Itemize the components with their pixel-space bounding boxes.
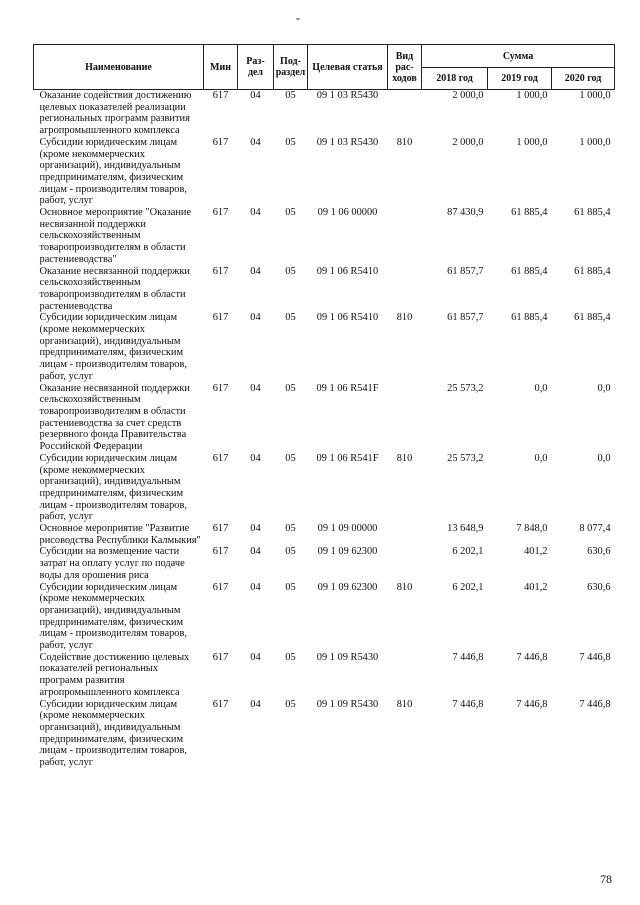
header-razdel: Раз-дел — [238, 45, 274, 90]
row-sum-2018: 13 648,9 — [447, 523, 484, 535]
row-podrazdel: 05 — [285, 136, 296, 148]
row-min: 617 — [212, 382, 229, 394]
header-year-2020: 2020 год — [552, 68, 615, 90]
row-name: Оказание содействия достижению целевых показателей реализации региональных программ развития агропромышленного комплекса — [39, 90, 192, 137]
row-name: Содействие достижению целевых показателей региональных программ развития агропромышленного комплекса — [39, 651, 190, 698]
row-sum-2018: 61 857,7 — [447, 265, 484, 277]
row-celevaya-statya: 09 1 09 00000 — [317, 523, 378, 535]
row-min: 617 — [212, 523, 229, 535]
row-razdel: 04 — [250, 698, 261, 710]
row-celevaya-statya: 09 1 06 R5410 — [316, 312, 379, 324]
row-min: 617 — [212, 136, 229, 148]
table-row — [34, 699, 615, 769]
row-sum-2018: 7 446,8 — [452, 698, 484, 710]
row-vid-rashodov — [388, 266, 422, 313]
table-row — [34, 582, 615, 652]
header-year-2019: 2019 год — [488, 68, 552, 90]
table-row — [34, 546, 615, 581]
row-sum-2018: 61 857,7 — [447, 312, 484, 324]
row-sum-2020: 630,6 — [587, 581, 611, 593]
row-sum-2020: 7 446,8 — [579, 651, 611, 663]
row-name: Оказание несвязанной поддержки сельскохозяйственным товаропроизводителям в области растениеводства за счет средств резервного фонда Правительства Российской Федерации — [39, 382, 190, 453]
row-celevaya-statya: 09 1 09 R5430 — [316, 698, 379, 710]
row-sum-2019: 61 885,4 — [511, 312, 548, 324]
header-celevaya-statya: Целевая статья — [308, 45, 388, 90]
table-row — [34, 453, 615, 523]
row-sum-2018: 6 202,1 — [452, 546, 484, 558]
row-vid-rashodov: 810 — [396, 452, 413, 464]
top-mark: - — [296, 11, 300, 25]
row-name: Основное мероприятие "Развитие рисоводства Республики Калмыкия" — [39, 523, 201, 546]
row-celevaya-statya: 09 1 06 00000 — [317, 207, 378, 219]
row-min: 617 — [212, 312, 229, 324]
row-sum-2020: 7 446,8 — [579, 698, 611, 710]
row-celevaya-statya: 09 1 06 R541F — [316, 382, 379, 394]
header-podrazdel: Под-раздел — [274, 45, 308, 90]
row-vid-rashodov: 810 — [396, 581, 413, 593]
row-sum-2019: 61 885,4 — [511, 265, 548, 277]
table-row — [34, 266, 615, 313]
header-name: Наименование — [34, 45, 204, 90]
row-podrazdel: 05 — [285, 651, 296, 663]
row-sum-2018: 6 202,1 — [452, 581, 484, 593]
row-razdel: 04 — [250, 581, 261, 593]
row-sum-2019: 0,0 — [534, 452, 548, 464]
row-podrazdel: 05 — [285, 523, 296, 535]
row-podrazdel: 05 — [285, 207, 296, 219]
row-podrazdel: 05 — [285, 452, 296, 464]
row-sum-2019: 7 848,0 — [516, 523, 548, 535]
row-vid-rashodov — [388, 207, 422, 266]
row-razdel: 04 — [250, 382, 261, 394]
budget-table — [33, 44, 615, 769]
table-row — [34, 137, 615, 207]
row-sum-2019: 401,2 — [524, 581, 548, 593]
row-vid-rashodov — [388, 523, 422, 546]
row-sum-2019: 61 885,4 — [511, 207, 548, 219]
row-name: Субсидии юридическим лицам (кроме некоммерческих организаций), индивидуальным предпринимателям, физическим лицам - производителям товаров, работ, услуг — [39, 698, 188, 769]
row-min: 617 — [212, 581, 229, 593]
row-celevaya-statya: 09 1 06 R541F — [316, 452, 379, 464]
row-name: Основное мероприятие "Оказание несвязанной поддержки сельскохозяйственным товаропроизводителям в области растениеводства" — [39, 207, 192, 265]
row-razdel: 04 — [250, 90, 261, 101]
row-razdel: 04 — [250, 651, 261, 663]
row-sum-2020: 1 000,0 — [579, 136, 611, 148]
row-podrazdel: 05 — [285, 546, 296, 558]
page-number: 78 — [600, 872, 612, 886]
header-vid-rashodov: Вид рас-ходов — [388, 45, 422, 90]
row-min: 617 — [212, 265, 229, 277]
row-vid-rashodov — [388, 652, 422, 699]
row-sum-2020: 61 885,4 — [574, 265, 611, 277]
row-razdel: 04 — [250, 452, 261, 464]
header-min: Мин — [204, 45, 238, 90]
row-sum-2019: 7 446,8 — [516, 698, 548, 710]
row-vid-rashodov: 810 — [396, 312, 413, 324]
row-celevaya-statya: 09 1 09 62300 — [317, 546, 378, 558]
row-sum-2018: 7 446,8 — [452, 651, 484, 663]
table-row — [34, 652, 615, 699]
row-podrazdel: 05 — [285, 382, 296, 394]
row-sum-2019: 1 000,0 — [516, 136, 548, 148]
table-row — [34, 90, 615, 137]
row-sum-2020: 61 885,4 — [574, 207, 611, 219]
row-sum-2020: 61 885,4 — [574, 312, 611, 324]
row-podrazdel: 05 — [285, 265, 296, 277]
row-sum-2018: 2 000,0 — [452, 136, 484, 148]
row-name: Оказание несвязанной поддержки сельскохозяйственным товаропроизводителям в области растениеводства — [39, 265, 190, 312]
row-sum-2018: 25 573,2 — [447, 382, 484, 394]
row-min: 617 — [212, 546, 229, 558]
row-vid-rashodov — [388, 546, 422, 581]
row-vid-rashodov: 810 — [396, 698, 413, 710]
row-min: 617 — [212, 452, 229, 464]
row-razdel: 04 — [250, 136, 261, 148]
row-sum-2018: 25 573,2 — [447, 452, 484, 464]
row-sum-2020: 630,6 — [587, 546, 611, 558]
table-row — [34, 207, 615, 266]
row-celevaya-statya: 09 1 06 R5410 — [316, 265, 379, 277]
row-name: Субсидии юридическим лицам (кроме некоммерческих организаций), индивидуальным предпринимателям, физическим лицам - производителям товаров, работ, услуг — [39, 452, 188, 523]
row-sum-2019: 7 446,8 — [516, 651, 548, 663]
table-row — [34, 312, 615, 382]
row-razdel: 04 — [250, 207, 261, 219]
row-podrazdel: 05 — [285, 312, 296, 324]
row-name: Субсидии на возмещение части затрат на оплату услуг по подаче воды для орошения риса — [39, 546, 185, 581]
row-name: Субсидии юридическим лицам (кроме некоммерческих организаций), индивидуальным предпринимателям, физическим лицам - производителям товаров, работ, услуг — [39, 581, 188, 652]
row-vid-rashodov — [388, 90, 422, 137]
header-year-2018: 2018 год — [422, 68, 488, 90]
row-sum-2020: 1 000,0 — [579, 90, 611, 101]
row-celevaya-statya: 09 1 09 62300 — [317, 581, 378, 593]
row-min: 617 — [212, 698, 229, 710]
row-celevaya-statya: 09 1 03 R5430 — [316, 136, 379, 148]
row-vid-rashodov — [388, 383, 422, 453]
row-min: 617 — [212, 90, 229, 101]
row-razdel: 04 — [250, 265, 261, 277]
row-min: 617 — [212, 651, 229, 663]
row-sum-2018: 2 000,0 — [452, 90, 484, 101]
row-sum-2020: 0,0 — [597, 452, 611, 464]
row-sum-2020: 0,0 — [597, 382, 611, 394]
row-celevaya-statya: 09 1 09 R5430 — [316, 651, 379, 663]
row-podrazdel: 05 — [285, 90, 296, 101]
header-summa: Сумма — [422, 45, 615, 68]
row-podrazdel: 05 — [285, 581, 296, 593]
row-sum-2019: 1 000,0 — [516, 90, 548, 101]
row-razdel: 04 — [250, 546, 261, 558]
row-sum-2019: 401,2 — [524, 546, 548, 558]
row-sum-2020: 8 077,4 — [579, 523, 611, 535]
row-podrazdel: 05 — [285, 698, 296, 710]
row-razdel: 04 — [250, 312, 261, 324]
row-sum-2019: 0,0 — [534, 382, 548, 394]
table-row — [34, 383, 615, 453]
table-row — [34, 523, 615, 546]
row-razdel: 04 — [250, 523, 261, 535]
row-sum-2018: 87 430,9 — [447, 207, 484, 219]
row-celevaya-statya: 09 1 03 R5430 — [316, 90, 379, 101]
row-name: Субсидии юридическим лицам (кроме некоммерческих организаций), индивидуальным предпринимателям, физическим лицам - производителям товаров, работ, услуг — [39, 136, 188, 207]
row-name: Субсидии юридическим лицам (кроме некоммерческих организаций), индивидуальным предпринимателям, физическим лицам - производителям товаров, работ, услуг — [39, 312, 188, 382]
row-vid-rashodov: 810 — [396, 136, 413, 148]
row-min: 617 — [212, 207, 229, 219]
